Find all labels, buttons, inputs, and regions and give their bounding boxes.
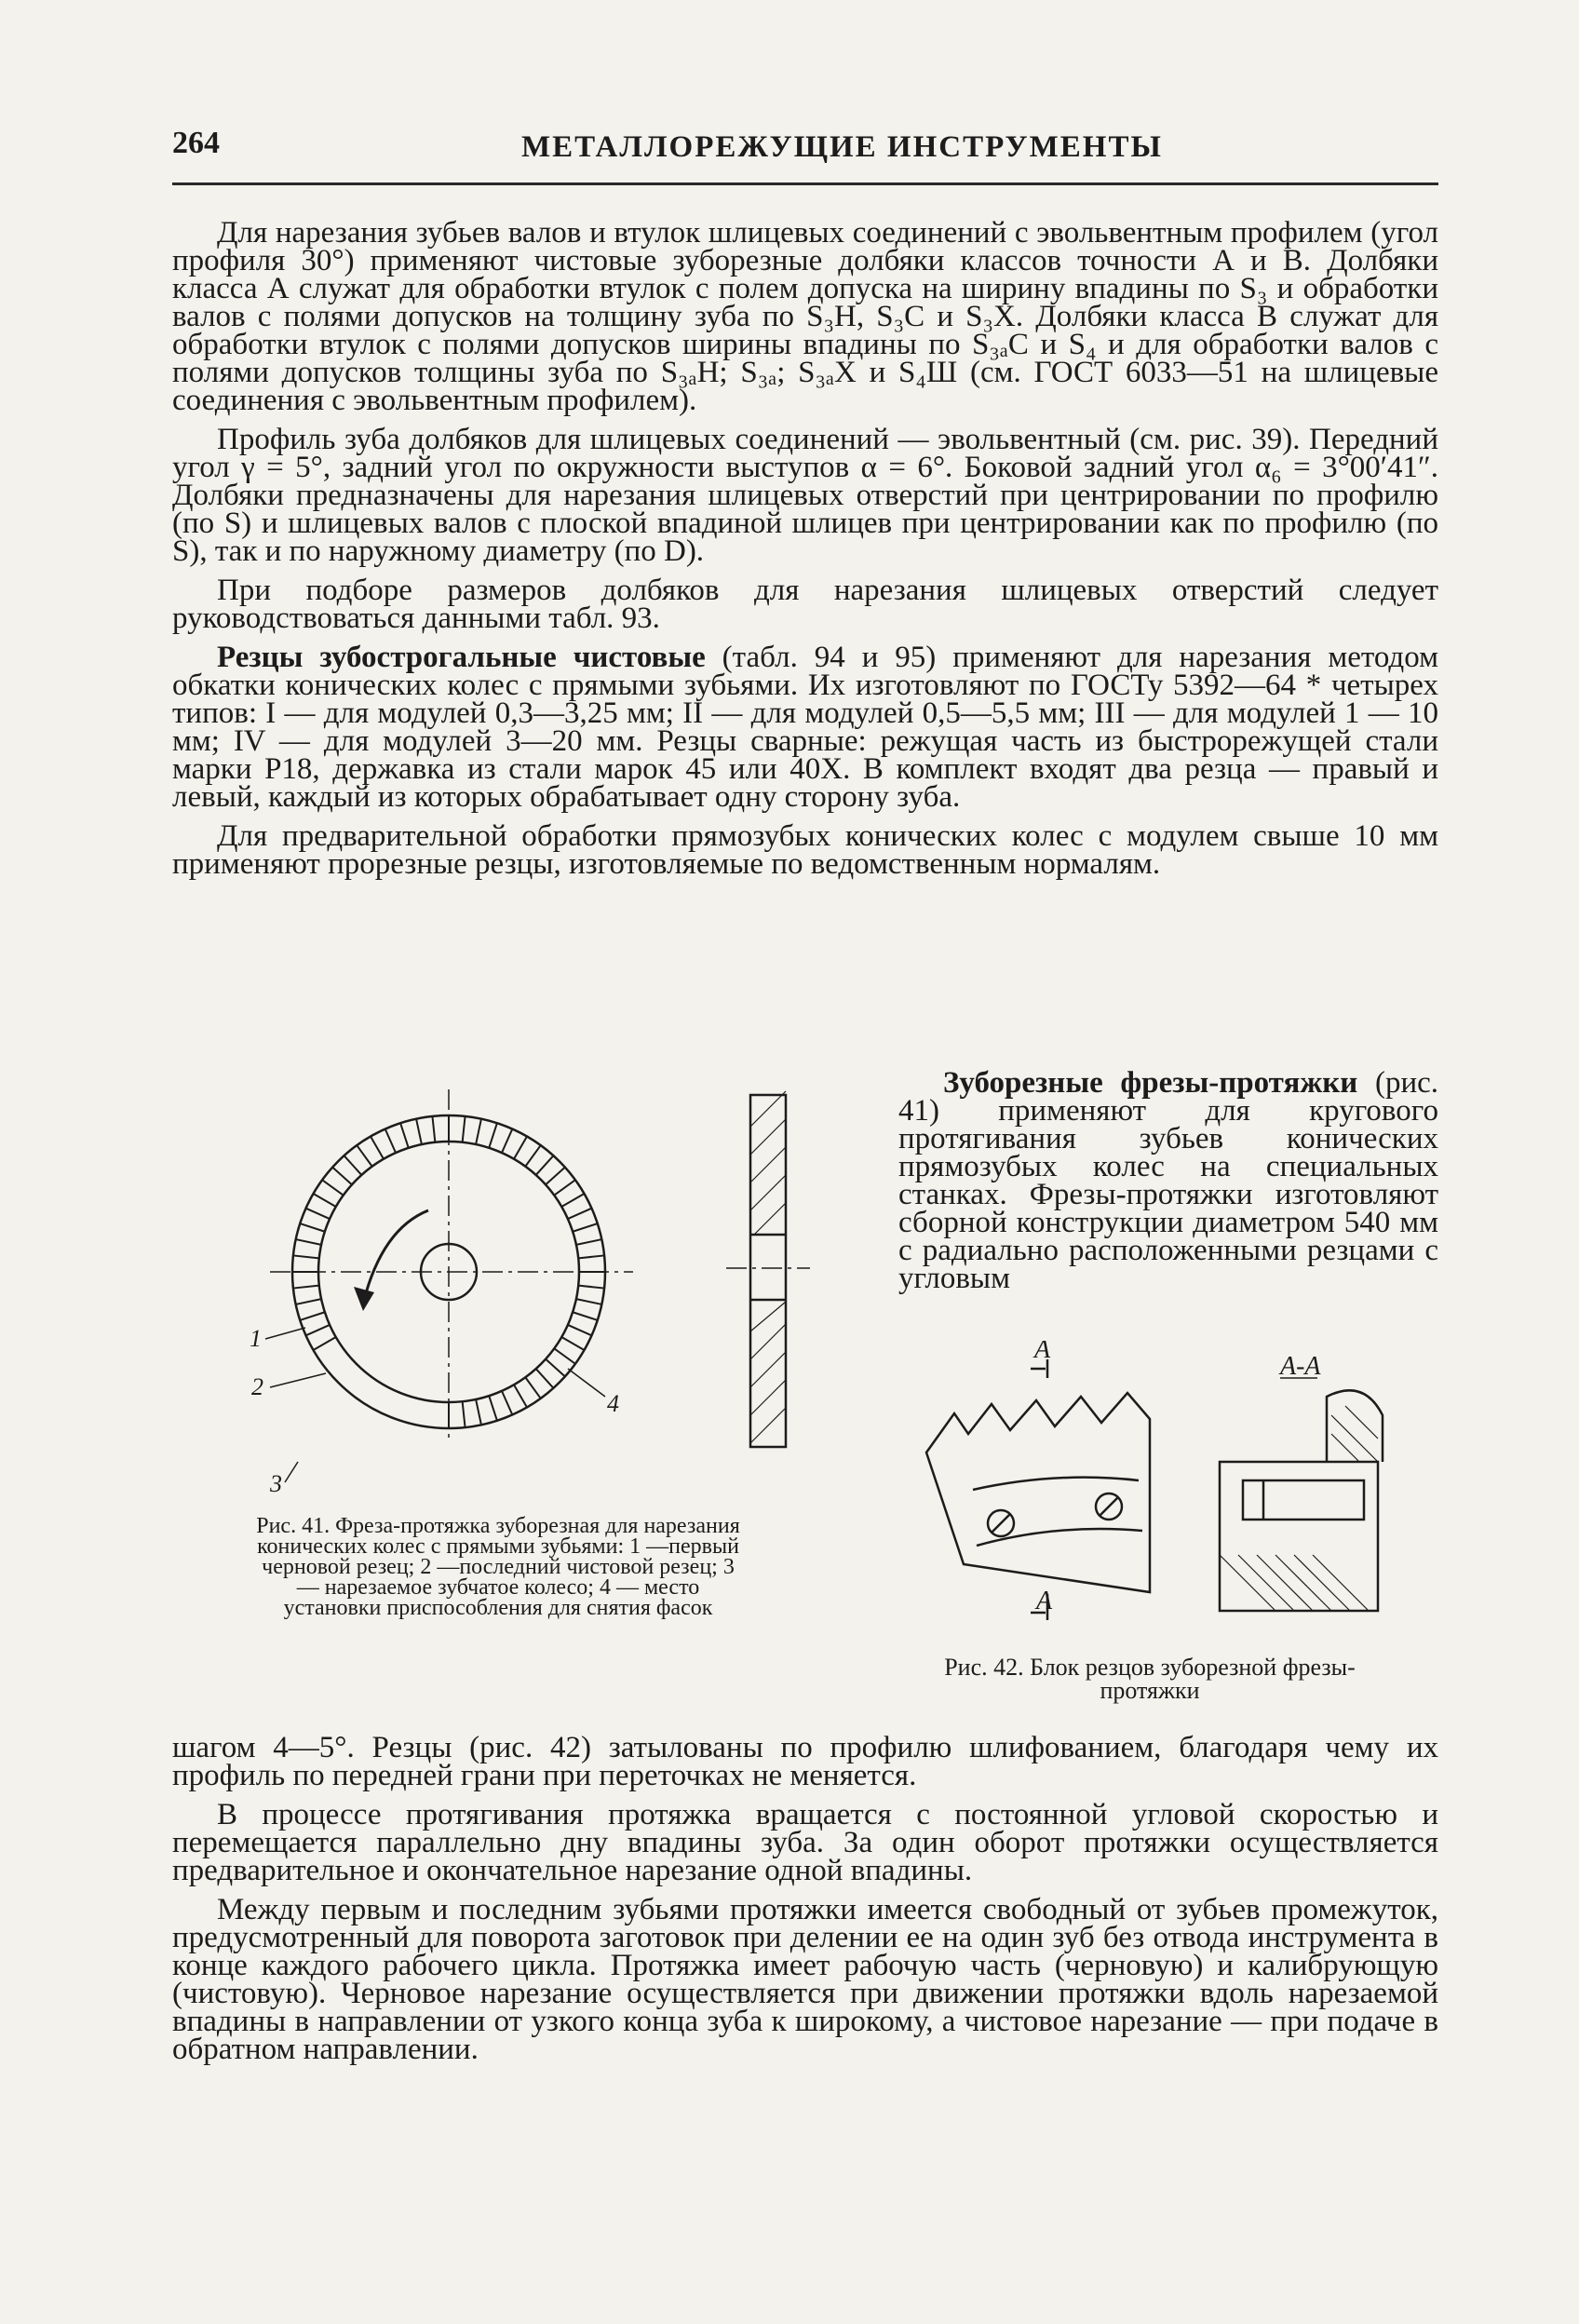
cutter-tooth <box>400 1123 409 1148</box>
fig41-label-1: 1 <box>250 1325 262 1352</box>
cutter-tooth <box>489 1123 497 1148</box>
paragraph-1: Для нарезания зубьев валов и втулок шлицевых соединений с эвольвентным профилем (угол профиля 30°) применяют чистовые зуборезные долбяки классов точности А и В. Долбяки класса А служат для обработки втулок с полем допуска на ширину впадины по S₃ и обработки валов с полями допусков на толщину зуба по S₃H, S₃C и S₃X. Долбяки класса В служат для обработки втулок с полями допусков ширины впадины по S₃ₐC и S₄ и для обработки валов с полями допусков толщины зуба по S₃ₐH; S₃ₐ; S₃ₐX и S₄Ш (см. ГОСТ 6033—51 на шлицевые соединения с эвольвентным профилем). <box>172 216 1438 417</box>
fig42-label-a-top: А <box>1034 1341 1051 1364</box>
paragraph-5: Для предварительной обработки прямозубых конических колес с модулем свыше 10 мм применяют прорезные резцы, изготовляемые по ведомственным нормалям. <box>172 819 1438 881</box>
cutter-tooth <box>546 1168 565 1185</box>
cutter-tooth <box>296 1299 321 1304</box>
cutter-tooth <box>502 1129 512 1154</box>
cutter-tooth <box>578 1286 604 1289</box>
cutter-tooth <box>568 1325 592 1335</box>
paragraph-2: Профиль зуба долбяков для шлицевых соединений — эвольвентный (см. рис. 39). Передний угол γ = 5°, задний угол по окружности выступов α = 6°. Боковой задний угол α₆ = 3°00′41″. Долбяки предназначены для нарезания шлицевых отверстий при центрировании по профилю (по S) и шлицевых валов с плоской впадиной шлицев при центрировании как по профилю (по S), так и по наружному диаметру (по D). <box>172 423 1438 568</box>
header-rule <box>172 182 1438 185</box>
cutter-tooth <box>344 1155 362 1175</box>
cutter-tooth <box>546 1359 565 1377</box>
side-paragraph-bold: Зуборезные фрезы-протяжки <box>943 1066 1358 1100</box>
paragraph-4-bold: Резцы зубострогальные чистовые <box>217 641 706 674</box>
body-top <box>172 216 1438 881</box>
cutter-tooth <box>293 1286 319 1289</box>
cutter-tooth <box>576 1239 601 1245</box>
cutter-side-view <box>750 1095 786 1447</box>
cutter-tooth <box>573 1223 598 1232</box>
cutter-tooth <box>525 1377 540 1398</box>
cutter-tooth <box>314 1194 336 1207</box>
cutter-tooth <box>561 1194 584 1207</box>
cutter-block <box>926 1393 1150 1592</box>
cutter-tooth <box>554 1348 575 1363</box>
cutter-tooth <box>300 1223 325 1232</box>
fig42-label-section: А-А <box>1280 1352 1321 1381</box>
cutter-tooth <box>536 1155 554 1175</box>
cutter-tooth <box>476 1119 481 1144</box>
figure-42-caption: Рис. 42. Блок резцов зуборезной фрезы-протяжки <box>944 1654 1356 1704</box>
running-title: МЕТАЛЛОРЕЖУЩИЕ ИНСТРУМЕНТЫ <box>521 130 1163 164</box>
paragraph-4-rest: (табл. 94 и 95) применяют для нарезания методом обкатки конических колес с прямыми зубьями. Их изготовляют по ГОСТу 5392—64 * четырех типов: I — для модулей 0,3—3,25 мм; II — для модулей 0,5—5,5 мм; III — для модулей 1 — 10 мм; IV — для модулей 3—20 мм. Резцы сварные: режущая часть из быстрорежущей стали марки Р18, державка из стали марок 45 или 40Х. В комплект входят два резца — правый и левый, каждый из которых обрабатывает одну сторону зуба. <box>172 641 1438 814</box>
cutter-tooth <box>476 1399 481 1425</box>
cutter-tooth <box>463 1401 466 1427</box>
fig41-label-4: 4 <box>607 1390 619 1417</box>
cutter-tooth <box>293 1255 319 1258</box>
cutter-tooth <box>314 1337 336 1350</box>
cutter-tooth <box>332 1168 352 1185</box>
cutter-tooth <box>573 1312 598 1320</box>
cutter-tooth <box>554 1180 575 1195</box>
cutter-tooth <box>371 1137 384 1159</box>
cutter-tooth <box>322 1180 344 1195</box>
body-bottom <box>172 1731 1438 2066</box>
cutter-tooth <box>306 1209 331 1219</box>
fig41-label-3: 3 <box>270 1470 282 1497</box>
cutter-tooth <box>568 1209 592 1219</box>
side-paragraph-rest: (рис. 41) применяют для кругового протягивания зубьев конических прямозубых колес на специальных станках. Фрезы-протяжки изготовляют сборной конструкции диаметром 540 мм с радиально расположенными резцами с угловым <box>898 1066 1438 1295</box>
side-text <box>898 1066 1438 1295</box>
cutter-tooth <box>561 1337 584 1350</box>
cutter-tooth <box>536 1369 554 1388</box>
cutter-tooth <box>306 1325 331 1335</box>
paragraph-4 <box>172 641 1438 814</box>
side-paragraph <box>898 1066 1438 1295</box>
cutter-tooth <box>296 1239 321 1245</box>
cutter-tooth <box>463 1116 466 1142</box>
cutter-tooth <box>416 1119 422 1144</box>
cutter-tooth <box>502 1391 512 1415</box>
paragraph-6: шагом 4—5°. Резцы (рис. 42) затылованы по профилю шлифованием, благодаря чему их профиль по передней грани при переточках не меняется. <box>172 1731 1438 1792</box>
fig41-label-2: 2 <box>251 1373 263 1400</box>
cutter-tooth <box>432 1116 435 1142</box>
cutter-tooth <box>525 1145 540 1167</box>
fig42-label-a-bottom: А <box>1036 1587 1053 1615</box>
cutter-tooth <box>576 1299 601 1304</box>
figure-42-drawing <box>898 1341 1420 1648</box>
paragraph-8: Между первым и последним зубьями протяжки имеется свободный от зубьев промежуток, предусмотренный для поворота заготовок при делении ее на один зуб без отвода инструмента в конце каждого рабочего цикла. Протяжка имеет рабочую часть (черновую) и калибрующую (чистовую). Черновое нарезание осуществляется при движении протяжки вдоль нарезаемой впадины в направлении от узкого конца зуба к широкому, а чистовое нарезание — при подаче в обратном направлении. <box>172 1893 1438 2066</box>
cutter-tooth <box>357 1145 371 1167</box>
cutter-tooth <box>300 1312 325 1320</box>
page-number: 264 <box>172 126 220 160</box>
figure-41-drawing <box>233 1071 838 1499</box>
cutter-tooth <box>385 1129 396 1154</box>
paragraph-7: В процессе протягивания протяжка вращается с постоянной угловой скоростью и перемещается параллельно дну впадины зуба. За один оборот протяжки осуществляется предварительное и окончательное нарезание одной впадины. <box>172 1798 1438 1887</box>
cutter-tooth <box>489 1396 497 1421</box>
figure-41-caption: Рис. 41. Фреза-протяжка зуборезная для нарезания конических колес с прямыми зубьями: 1 —первый черновой резец; 2 —последний чистовой резец; 3 — нарезаемое зубчатое колесо; 4 — место установки приспособления для снятия фасок <box>256 1514 740 1620</box>
cutter-tooth <box>578 1255 604 1258</box>
cutter-tooth <box>514 1137 527 1159</box>
paragraph-3: При подборе размеров долбяков для нарезания шлицевых отверстий следует руководствоваться данными табл. 93. <box>172 574 1438 635</box>
cutter-tooth <box>514 1385 527 1407</box>
